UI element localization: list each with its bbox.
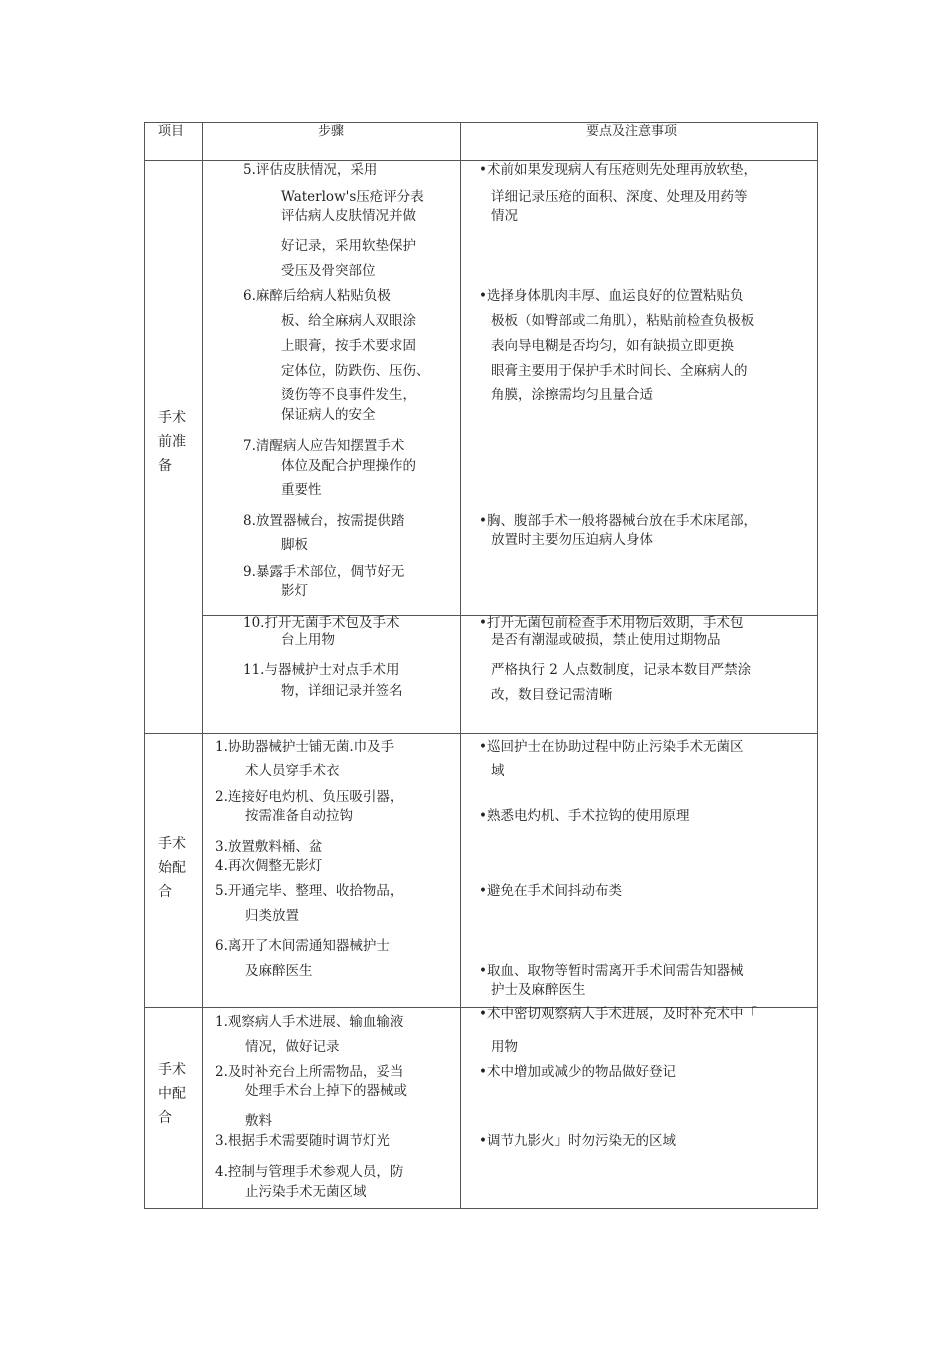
note-line: 角膜，涂擦需均匀且量合适 xyxy=(491,387,653,403)
step-line: 6.麻醉后给病人粘贴负极 xyxy=(243,288,391,304)
step-line: 上眼膏，按手术要求固 xyxy=(281,338,416,354)
step-line: 体位及配合护理操作的 xyxy=(281,458,416,474)
step-line: 定体位，防跌伤、压伤、 xyxy=(281,363,430,379)
row-divider-1 xyxy=(144,733,818,734)
step-line: 2.连接好电灼机、负压吸引器， xyxy=(215,789,404,805)
note-line: •术中增加或减少的物品做好登记 xyxy=(479,1064,676,1080)
section-label-start: 手术 始配 合 xyxy=(158,836,186,900)
note-line: •调节九影火」时勿污染无的区域 xyxy=(479,1133,676,1149)
step-line: 止污染手术无菌区域 xyxy=(245,1184,367,1200)
step-line: 归类放置 xyxy=(245,908,299,924)
step-line: 敷料 xyxy=(245,1113,272,1129)
step-line: 5.开通完毕、整理、收拾物品， xyxy=(215,883,404,899)
step-line: 及麻醉医生 xyxy=(245,963,313,979)
note-line: 详细记录压疮的面积、深度、处理及用药等 xyxy=(491,189,748,205)
step-line: 烫伤等不良事件发生， xyxy=(281,387,416,403)
step-line: 物，详细记录并签名 xyxy=(281,683,403,699)
note-line: •胸、腹部手术一般将器械台放在手术床尾部， xyxy=(479,513,757,529)
note-line: •巡回护士在协助过程中防止污染手术无菌区 xyxy=(479,739,744,755)
step-line: Waterlow's压疮评分表 xyxy=(281,189,424,205)
step-line: 1.协助器械护士铺无菌.巾及手 xyxy=(215,739,395,755)
step-line: 按需准备自动拉钩 xyxy=(245,808,353,824)
header-item: 项目 xyxy=(158,124,185,139)
step-line: 2.及时补充台上所需物品，妥当 xyxy=(215,1064,404,1080)
note-line: 严格执行 2 人点数制度，记录本数目严禁涂 xyxy=(491,662,752,678)
note-line: 眼膏主要用于保护手术时间长、全麻病人的 xyxy=(491,363,748,379)
note-line: •术中密切观察病人手术进展，及时补充术中「 xyxy=(479,1006,757,1022)
step-line: 6.离开了木间需通知器械护士 xyxy=(215,938,390,954)
note-line: •熟悉电灼机、手术拉钩的使用原理 xyxy=(479,808,690,824)
note-line: •选择身体肌肉丰厚、血运良好的位置粘贴负 xyxy=(479,288,744,304)
step-line: 好记录，采用软垫保护 xyxy=(281,238,416,254)
note-line: •打开无菌包前检查手术用物后效期，手术包 xyxy=(479,615,744,631)
step-line: 受压及骨突部位 xyxy=(281,263,376,279)
header-notes: 要点及注意事项 xyxy=(586,124,678,139)
section-label-mid: 手术 中配 合 xyxy=(158,1062,186,1126)
step-line: 9.暴露手术部位，倜节好无 xyxy=(243,564,405,580)
note-line: 护士及麻醉医生 xyxy=(491,982,586,998)
note-line: 极板（如臀部或二角肌），粘贴前检查负极板 xyxy=(491,313,755,329)
note-line: 情况 xyxy=(491,208,518,224)
note-line: •避免在手术间抖动布类 xyxy=(479,883,622,899)
note-line: 域 xyxy=(491,763,505,779)
step-line: 8.放置器械台，按需提供踏 xyxy=(243,513,405,529)
step-line: 影灯 xyxy=(281,583,308,599)
step-line: 台上用物 xyxy=(281,632,335,648)
note-line: 改，数目登记需清晰 xyxy=(491,687,613,703)
step-line: 保证病人的安全 xyxy=(281,407,376,423)
step-line: 评估病人皮肤情况并做 xyxy=(281,208,416,224)
note-line: 是否有潮湿或破损，禁止使用过期物品 xyxy=(491,632,721,648)
section-label-pre: 手术 前准 备 xyxy=(158,410,186,474)
column-divider-2 xyxy=(460,122,461,1209)
step-line: 情况，做好记录 xyxy=(245,1039,340,1055)
header-steps: 步骤 xyxy=(318,124,345,139)
note-line: 用物 xyxy=(491,1039,518,1055)
step-line: 重要性 xyxy=(281,482,322,498)
note-line: •取血、取物等暂时需离开手术间需告知器械 xyxy=(479,963,744,979)
step-line: 5.评估皮肤情况，采用 xyxy=(243,162,378,178)
step-line: 4.控制与管理手术参观人员，防 xyxy=(215,1164,404,1180)
column-divider-1 xyxy=(202,122,203,1209)
step-line: 4.再次倜整无影灯 xyxy=(215,858,323,874)
note-line: 表向导电糊是否均匀，如有缺损立即更换 xyxy=(491,338,734,354)
step-line: 11.与器械护士对点手术用 xyxy=(243,662,400,678)
note-line: 放置时主要勿压迫病人身体 xyxy=(491,532,653,548)
step-line: 3.根据手术需要随时调节灯光 xyxy=(215,1133,390,1149)
step-line: 3.放置敷料桶、盆 xyxy=(215,839,323,855)
step-line: 板、给全麻病人双眼涂 xyxy=(281,313,416,329)
step-line: 10.打开无菌手术包及手术 xyxy=(243,615,400,631)
step-line: 术人员穿手术衣 xyxy=(245,763,340,779)
step-line: 处理手术台上掉下的器械或 xyxy=(245,1083,407,1099)
note-line: •术前如果发现病人有压疮则先处理再放软垫， xyxy=(479,162,757,178)
step-line: 7.清醒病人应告知摆置手术 xyxy=(243,438,405,454)
step-line: 脚板 xyxy=(281,537,308,553)
step-line: 1.观察病人手术进展、输血输液 xyxy=(215,1014,404,1030)
